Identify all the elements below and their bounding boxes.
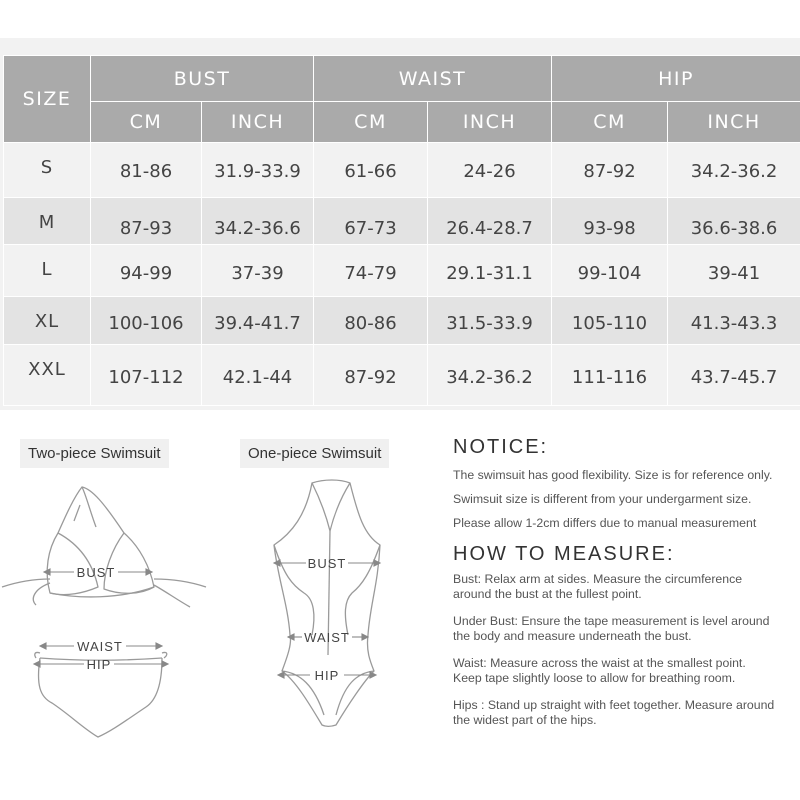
measure-text: Keep tape slightly loose to allow for breathing room. [453, 670, 736, 685]
table-cell: 37-39 [202, 245, 314, 297]
unit-header: CM [314, 102, 428, 143]
table-cell: 87-93 [91, 198, 202, 245]
two-piece-hip-label: HIP [86, 657, 112, 672]
table-cell: 93-98 [552, 198, 668, 245]
table-cell: 29.1-31.1 [428, 245, 552, 297]
unit-header: CM [552, 102, 668, 143]
table-cell: 24-26 [428, 143, 552, 198]
one-piece-swimsuit-illustration [240, 475, 420, 735]
unit-header: CM [91, 102, 202, 143]
size-chart [0, 38, 800, 410]
table-row [4, 345, 800, 406]
notice-line: The swimsuit has good flexibility. Size is for reference only. [453, 468, 773, 482]
how-to-measure-title: HOW TO MEASURE: [453, 543, 675, 565]
table-cell: 34.2-36.2 [428, 345, 552, 406]
table-cell: 36.6-38.6 [668, 198, 800, 245]
notice-line: Please allow 1-2cm differs due to manual measurement [453, 516, 757, 530]
measure-text: the widest part of the hips. [453, 712, 597, 727]
table-cell: 41.3-43.3 [668, 297, 800, 345]
table-cell: 31.9-33.9 [202, 143, 314, 198]
table-cell: 100-106 [91, 297, 202, 345]
size-label: M [4, 198, 91, 245]
two-piece-swimsuit-illustration [0, 475, 230, 765]
two-piece-title: Two-piece Swimsuit [20, 439, 169, 468]
measure-text: Hips : Stand up straight with feet together. Measure around [453, 698, 775, 712]
table-cell: 87-92 [552, 143, 668, 198]
table-cell: 80-86 [314, 297, 428, 345]
table-cell: 81-86 [91, 143, 202, 198]
table-cell: 105-110 [552, 297, 668, 345]
two-piece-bust-label: BUST [76, 565, 116, 580]
table-cell: 94-99 [91, 245, 202, 297]
size-header: SIZE [4, 56, 91, 143]
table-cell: 74-79 [314, 245, 428, 297]
one-piece-waist-label: WAIST [304, 630, 350, 645]
notice-title: NOTICE: [453, 436, 549, 458]
table-cell: 26.4-28.7 [428, 198, 552, 245]
table-cell: 34.2-36.6 [202, 198, 314, 245]
bust-group-header: BUST [91, 56, 314, 102]
table-cell: 87-92 [314, 345, 428, 406]
table-cell: 111-116 [552, 345, 668, 406]
table-row [4, 143, 800, 198]
notice-section [453, 436, 798, 727]
unit-header: INCH [202, 102, 314, 143]
measure-text: Bust: Relax arm at sides. Measure the circumference [453, 572, 743, 586]
table-cell: 34.2-36.2 [668, 143, 800, 198]
one-piece-title: One-piece Swimsuit [240, 439, 389, 468]
table-cell: 99-104 [552, 245, 668, 297]
two-piece-waist-label: WAIST [77, 639, 123, 654]
measure-text: Under Bust: Ensure the tape measurement is level around [453, 614, 770, 628]
table-cell: 42.1-44 [202, 345, 314, 406]
table-row [4, 198, 800, 245]
one-piece-hip-label: HIP [314, 668, 340, 683]
table-cell: 43.7-45.7 [668, 345, 800, 406]
size-label: L [4, 245, 91, 297]
measure-item-waist [453, 656, 798, 685]
measure-text: the body and measure underneath the bust. [453, 628, 692, 643]
size-label: XL [4, 297, 91, 345]
table-cell: 107-112 [91, 345, 202, 406]
table-cell: 67-73 [314, 198, 428, 245]
one-piece-bust-label: BUST [307, 556, 347, 571]
measure-item-bust [453, 572, 798, 601]
table-cell: 39.4-41.7 [202, 297, 314, 345]
size-label: S [4, 143, 91, 198]
table-row [4, 297, 800, 345]
notice-line: Swimsuit size is different from your undergarment size. [453, 492, 752, 506]
table-cell: 31.5-33.9 [428, 297, 552, 345]
unit-header: INCH [668, 102, 800, 143]
table-cell: 39-41 [668, 245, 800, 297]
measure-item-hips [453, 698, 798, 727]
table-row [4, 245, 800, 297]
unit-header: INCH [428, 102, 552, 143]
size-label: XXL [4, 345, 91, 406]
measure-text: around the bust at the fullest point. [453, 586, 642, 601]
waist-group-header: WAIST [314, 56, 552, 102]
hip-group-header: HIP [552, 56, 800, 102]
measure-text: Waist: Measure across the waist at the smallest point. [453, 656, 746, 670]
one-piece-diagram [240, 475, 420, 735]
two-piece-diagram [0, 475, 230, 765]
size-table [3, 55, 800, 406]
measure-item-under-bust [453, 614, 798, 643]
table-cell: 61-66 [314, 143, 428, 198]
